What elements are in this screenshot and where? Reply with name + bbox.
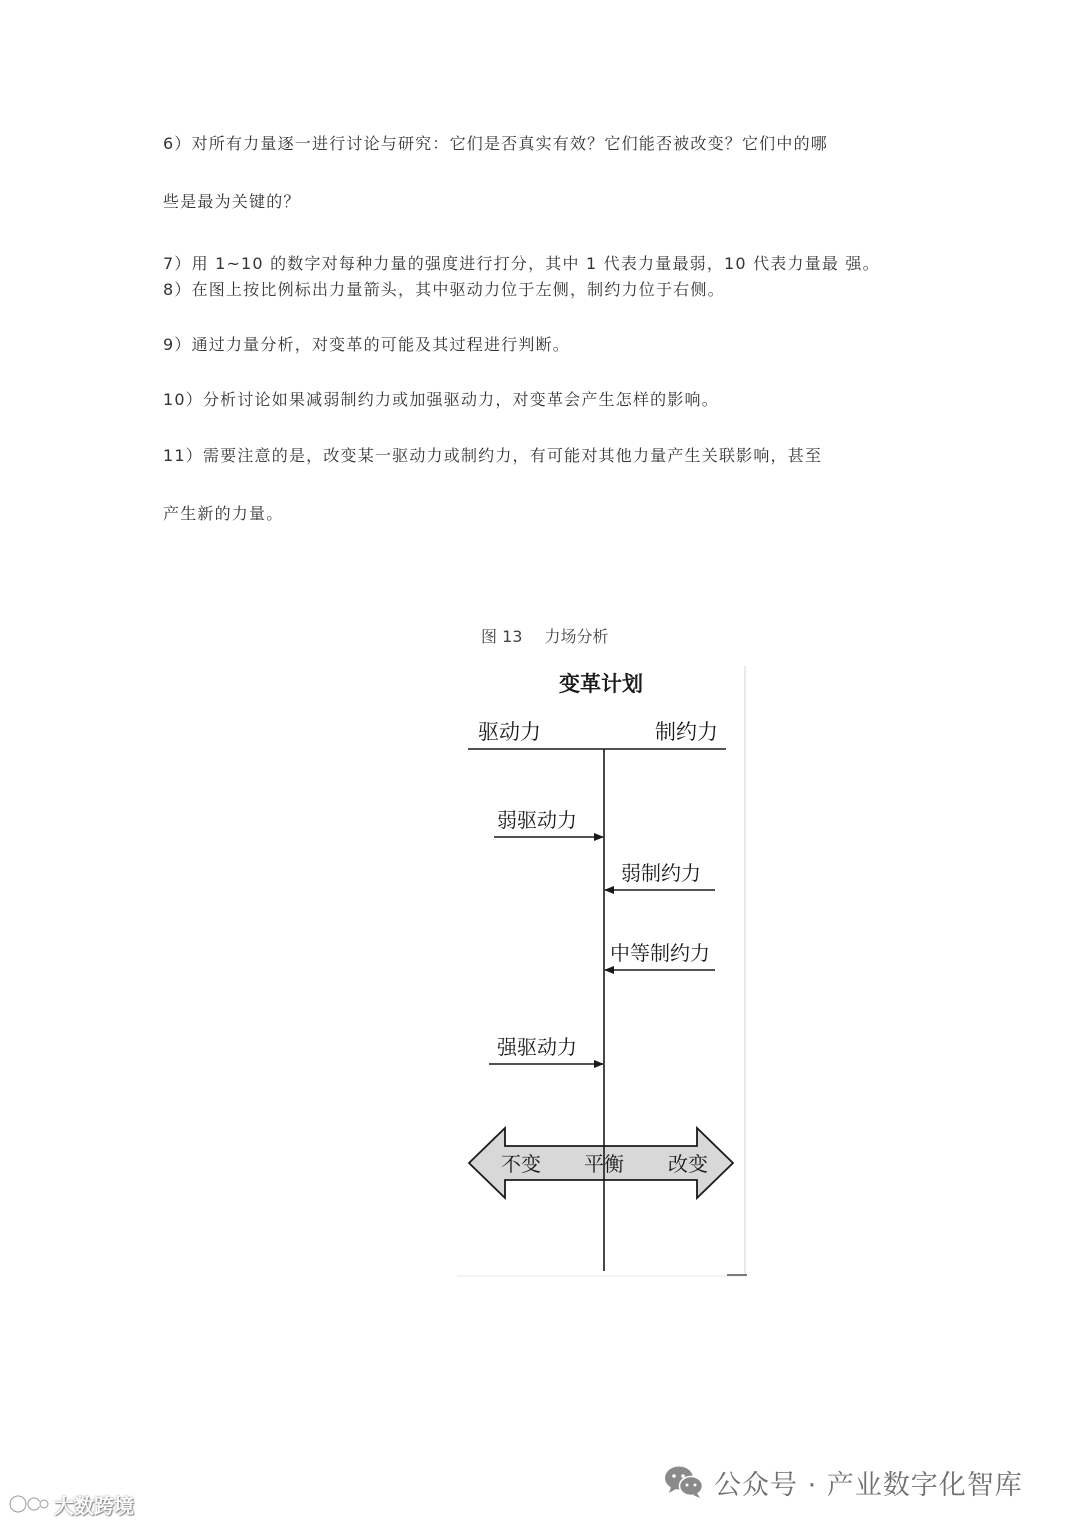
no-change-label: 不变	[501, 1152, 541, 1176]
paragraph-11-line-1: 11）需要注意的是，改变某一驱动力或制约力，有可能对其他力量产生关联影响，甚至	[163, 446, 823, 465]
change-label: 改变	[668, 1152, 708, 1176]
paragraph-6-line-2: 些是最为关键的？	[163, 192, 301, 211]
figure-caption-title: 力场分析	[544, 627, 609, 646]
brand-watermark-text: 大数跨境	[54, 1493, 134, 1518]
account-watermark	[664, 1462, 1023, 1502]
brand-logo-icon	[8, 1492, 50, 1516]
paragraph-11-line-2: 产生新的力量。	[163, 504, 284, 523]
medium-restraining-force-label: 中等制约力	[610, 941, 710, 965]
force-field-diagram	[455, 664, 750, 1279]
paragraph-6-line-1: 6）对所有力量逐一进行讨论与研究：它们是否真实有效？它们能否被改变？它们中的哪	[163, 134, 828, 153]
strong-driving-force-label: 强驱动力	[497, 1035, 577, 1059]
paragraph-7: 7）用 1~10 的数字对每种力量的强度进行打分，其中 1 代表力量最弱，10 代表力量最 强。	[163, 254, 880, 273]
paragraph-8: 8）在图上按比例标出力量箭头，其中驱动力位于左侧，制约力位于右侧。	[163, 280, 725, 299]
weak-driving-force-label: 弱驱动力	[497, 808, 577, 832]
figure-number: 图 13	[481, 627, 523, 646]
brand-watermark	[8, 1490, 134, 1518]
weak-restraining-force-label: 弱制约力	[621, 861, 701, 885]
wechat-icon	[664, 1465, 704, 1499]
paragraph-9: 9）通过力量分析，对变革的可能及其过程进行判断。	[163, 335, 570, 354]
paragraph-10: 10）分析讨论如果减弱制约力或加强驱动力，对变革会产生怎样的影响。	[163, 390, 719, 409]
restraining-forces-header: 制约力	[655, 720, 718, 744]
driving-forces-header: 驱动力	[478, 720, 541, 744]
figure-caption	[481, 624, 608, 647]
balance-label: 平衡	[584, 1152, 624, 1176]
account-watermark-text: 公众号 · 产业数字化智库	[714, 1469, 1023, 1501]
diagram-title: 变革计划	[559, 672, 643, 696]
